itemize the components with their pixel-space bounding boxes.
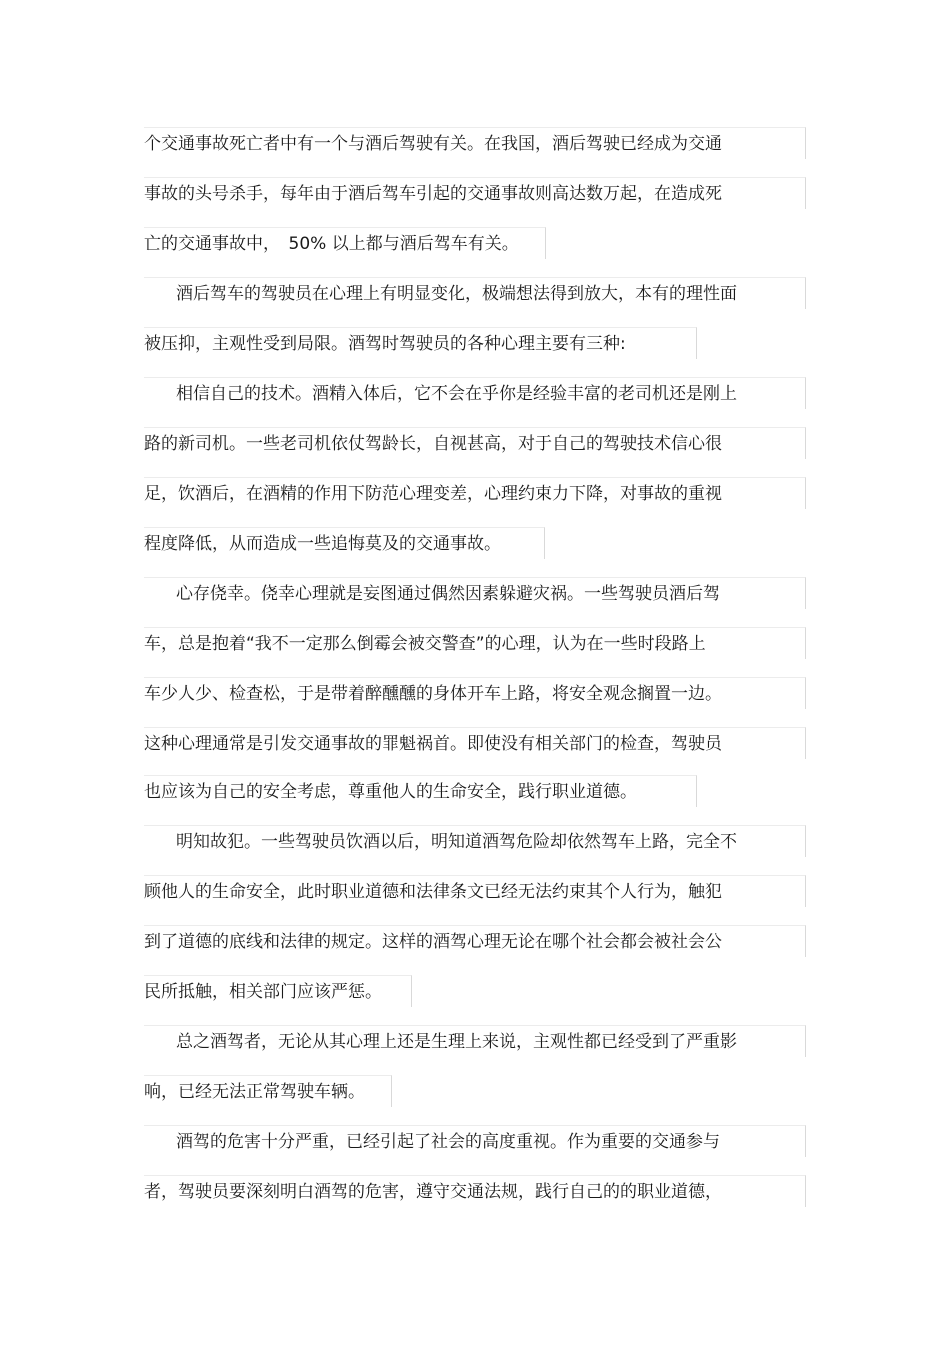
text-line: 路的新司机。一些老司机依仗驾龄长，自视甚高，对于自己的驾驶技术信心很 [144, 427, 806, 459]
paragraph-first-line: 明知故犯。一些驾驶员饮酒以后，明知道酒驾危险却依然驾车上路，完全不 [144, 825, 806, 857]
text-line: 程度降低，从而造成一些追悔莫及的交通事故。 [144, 527, 545, 559]
text-line: 事故的头号杀手，每年由于酒后驾车引起的交通事故则高达数万起，在造成死 [144, 177, 806, 209]
paragraph-first-line: 相信自己的技术。酒精入体后，它不会在乎你是经验丰富的老司机还是刚上 [144, 377, 806, 409]
text-line: 个交通事故死亡者中有一个与酒后驾驶有关。在我国，酒后驾驶已经成为交通 [144, 127, 806, 159]
text-line: 到了道德的底线和法律的规定。这样的酒驾心理无论在哪个社会都会被社会公 [144, 925, 806, 957]
text-line: 这种心理通常是引发交通事故的罪魁祸首。即使没有相关部门的检查，驾驶员 [144, 727, 806, 759]
text-line: 亡的交通事故中， 50% 以上都与酒后驾车有关。 [144, 227, 546, 259]
paragraph-first-line: 心存侥幸。侥幸心理就是妄图通过偶然因素躲避灾祸。一些驾驶员酒后驾 [144, 577, 806, 609]
text-line: 者，驾驶员要深刻明白酒驾的危害，遵守交通法规，践行自己的的职业道德， [144, 1175, 806, 1207]
text-line: 响，已经无法正常驾驶车辆。 [144, 1075, 392, 1107]
text-line: 民所抵触，相关部门应该严惩。 [144, 975, 412, 1007]
text-line: 车，总是抱着“我不一定那么倒霉会被交警查”的心理，认为在一些时段路上 [144, 627, 806, 659]
paragraph-first-line: 总之酒驾者，无论从其心理上还是生理上来说，主观性都已经受到了严重影 [144, 1025, 806, 1057]
text-line: 顾他人的生命安全，此时职业道德和法律条文已经无法约束其个人行为，触犯 [144, 875, 806, 907]
text-line: 被压抑，主观性受到局限。酒驾时驾驶员的各种心理主要有三种: [144, 327, 697, 359]
text-line: 也应该为自己的安全考虑，尊重他人的生命安全，践行职业道德。 [144, 775, 697, 807]
paragraph-first-line: 酒驾的危害十分严重，已经引起了社会的高度重视。作为重要的交通参与 [144, 1125, 806, 1157]
text-line: 车少人少、检查松，于是带着醉醺醺的身体开车上路，将安全观念搁置一边。 [144, 677, 806, 709]
text-line: 足，饮酒后，在酒精的作用下防范心理变差，心理约束力下降，对事故的重视 [144, 477, 806, 509]
paragraph-first-line: 酒后驾车的驾驶员在心理上有明显变化，极端想法得到放大，本有的理性面 [144, 277, 806, 309]
